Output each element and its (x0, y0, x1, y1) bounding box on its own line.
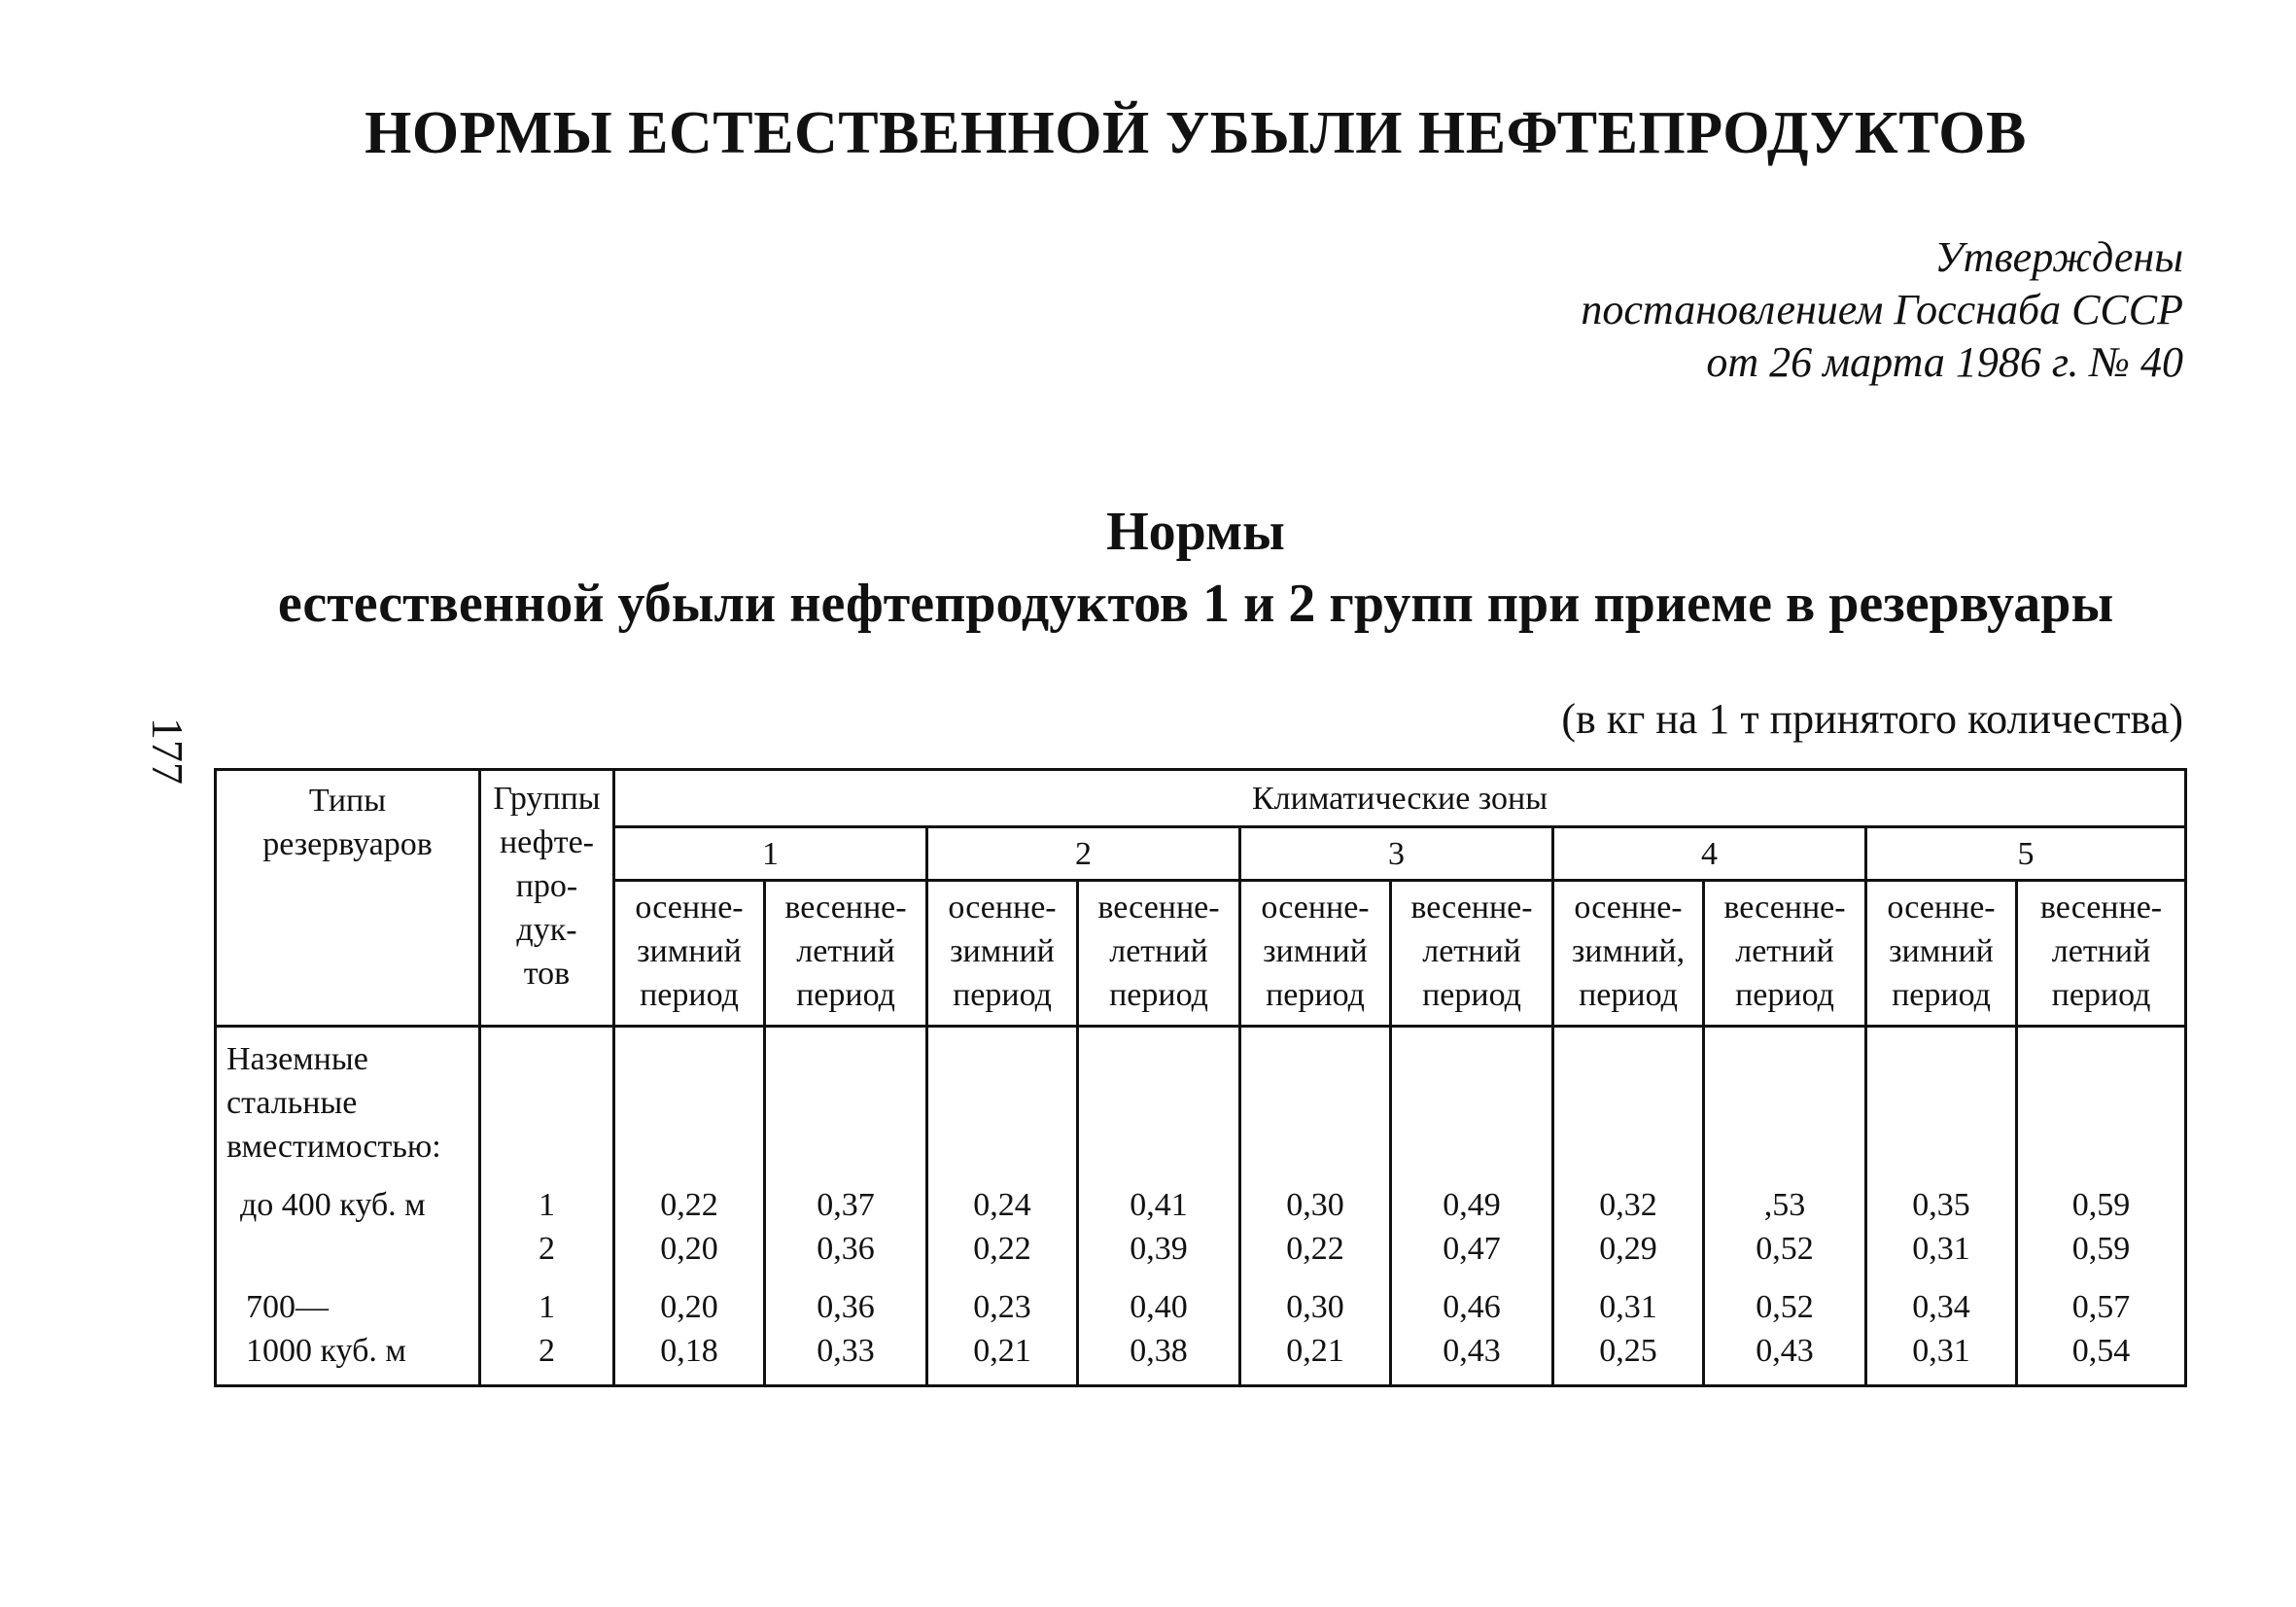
zone-number-cell: 2 (927, 827, 1240, 881)
norm-value: 0,18 (660, 1333, 718, 1369)
period-text: осенне- (948, 890, 1057, 926)
period-text: зимний (950, 933, 1055, 969)
norm-value: 0,30 (1286, 1187, 1344, 1223)
period-text: зимний (1889, 933, 1994, 969)
norm-value: 0,59 (2071, 1231, 2131, 1267)
period-text: летний (2051, 933, 2151, 969)
capacity-label: до 400 куб. м (240, 1187, 426, 1223)
norm-value: 0,31 (1912, 1333, 1970, 1369)
period-text: период (1892, 977, 1991, 1013)
period-header-cell (1078, 881, 1240, 1027)
document-title: НОРМЫ ЕСТЕСТВЕННОЙ УБЫЛИ НЕФТЕПРОДУКТОВ (365, 100, 2027, 166)
value-cell (1866, 1027, 2017, 1386)
norm-value: 0,25 (1599, 1333, 1657, 1369)
tank-type-text: стальные (226, 1085, 358, 1121)
period-header-cell (1553, 881, 1704, 1027)
value-cell (1391, 1027, 1553, 1386)
approval-line: Утверждены (1934, 233, 2183, 281)
value-cell (614, 1027, 765, 1386)
period-text: период (1579, 977, 1678, 1013)
period-header-cell (1391, 881, 1553, 1027)
norm-value: 0,24 (973, 1187, 1031, 1223)
approval-line: от 26 марта 1986 г. № 40 (1706, 338, 2183, 386)
value-cell (1078, 1027, 1240, 1386)
period-text: осенне- (635, 890, 744, 926)
period-text: период (953, 977, 1052, 1013)
period-text: зимний, (1571, 933, 1686, 969)
header-zones-cell: Климатические зоны (614, 770, 2186, 827)
period-text: летний (796, 933, 895, 969)
value-cell (2017, 1027, 2186, 1386)
period-header-cell (614, 881, 765, 1027)
period-text: осенне- (1261, 890, 1370, 926)
period-header-cell (1704, 881, 1866, 1027)
group-value: 1 (539, 1289, 555, 1325)
period-text: летний (1422, 933, 1521, 969)
period-text: период (1109, 977, 1208, 1013)
norm-value: 0,35 (1912, 1187, 1970, 1223)
norm-value: 0,47 (1443, 1231, 1501, 1267)
norm-value: 0,40 (1130, 1289, 1188, 1325)
period-text: весенне- (1097, 890, 1220, 926)
period-text: период (2051, 977, 2151, 1013)
product-group-cell (480, 1027, 614, 1386)
norm-value: 0,46 (1443, 1289, 1501, 1325)
header-text: резервуаров (262, 826, 433, 862)
period-text: зимний (1263, 933, 1368, 969)
norm-value: 0,59 (2071, 1187, 2131, 1223)
period-text: период (1422, 977, 1521, 1013)
norm-value: 0,38 (1130, 1333, 1188, 1369)
norm-value: 0,21 (1286, 1333, 1344, 1369)
norm-value: 0,52 (1756, 1289, 1814, 1325)
zone-number-cell: 1 (614, 827, 927, 881)
norm-value: ,53 (1763, 1187, 1806, 1223)
section-title-line: естественной убыли нефтепродуктов 1 и 2 групп при приеме в резервуары (277, 574, 2114, 634)
header-text: Типы (308, 783, 387, 819)
header-text: тов (523, 956, 571, 992)
norm-value: 0,36 (817, 1289, 875, 1325)
period-header-cell (765, 881, 927, 1027)
norm-value: 0,49 (1443, 1187, 1501, 1223)
value-cell (927, 1027, 1078, 1386)
period-header-cell (1240, 881, 1391, 1027)
period-text: зимний (637, 933, 742, 969)
period-header-cell (2017, 881, 2186, 1027)
period-text: период (640, 977, 739, 1013)
norm-value: 0,22 (660, 1187, 718, 1223)
period-text: летний (1735, 933, 1834, 969)
period-text: весенне- (2039, 890, 2163, 926)
units-note: (в кг на 1 т принятого количества) (1561, 695, 2183, 743)
capacity-label: 1000 куб. м (246, 1333, 406, 1369)
norms-table (214, 768, 2187, 1387)
capacity-label: 700— (246, 1289, 329, 1325)
norm-value: 0,31 (1912, 1231, 1970, 1267)
period-text: период (1735, 977, 1834, 1013)
tank-type-cell (216, 1027, 480, 1386)
page-number: 177 (143, 717, 192, 785)
zone-number-cell: 5 (1866, 827, 2186, 881)
group-value: 1 (539, 1187, 555, 1223)
approval-note (1581, 231, 2183, 389)
table-body-row (216, 1027, 2186, 1386)
period-header-cell (1866, 881, 2017, 1027)
period-header-cell (927, 881, 1078, 1027)
norm-value: 0,43 (1443, 1333, 1501, 1369)
section-title (0, 496, 2296, 640)
header-text: про- (515, 868, 578, 904)
header-group-cell (480, 770, 614, 1027)
approval-line: постановлением Госснаба СССР (1581, 286, 2183, 333)
norm-value: 0,21 (973, 1333, 1031, 1369)
value-cell (1553, 1027, 1704, 1386)
norm-value: 0,23 (973, 1289, 1031, 1325)
header-type-cell (216, 770, 480, 1027)
header-row (216, 770, 2186, 827)
norm-value: 0,39 (1130, 1231, 1188, 1267)
header-text: нефте- (499, 824, 594, 860)
zone-number-cell: 4 (1553, 827, 1866, 881)
value-cell (765, 1027, 927, 1386)
tank-type-text: Наземные (226, 1041, 368, 1077)
norm-value: 0,31 (1599, 1289, 1657, 1325)
tank-type-text: вместимостью: (226, 1129, 441, 1165)
period-text: весенне- (1723, 890, 1846, 926)
norm-value: 0,30 (1286, 1289, 1344, 1325)
norm-value: 0,29 (1599, 1231, 1657, 1267)
period-text: период (796, 977, 895, 1013)
norm-value: 0,22 (973, 1231, 1031, 1267)
value-cell (1704, 1027, 1866, 1386)
norm-value: 0,22 (1286, 1231, 1344, 1267)
period-text: период (1266, 977, 1365, 1013)
norm-value: 0,32 (1599, 1187, 1657, 1223)
norm-value: 0,43 (1756, 1333, 1814, 1369)
group-value: 2 (539, 1333, 555, 1369)
norm-value: 0,36 (817, 1231, 875, 1267)
norm-value: 0,54 (2071, 1333, 2131, 1369)
period-text: летний (1109, 933, 1208, 969)
norm-value: 0,57 (2071, 1289, 2131, 1325)
period-text: осенне- (1574, 890, 1683, 926)
norm-value: 0,20 (660, 1231, 718, 1267)
period-text: весенне- (1410, 890, 1533, 926)
section-title-line: Нормы (1106, 502, 1285, 562)
norm-value: 0,33 (817, 1333, 875, 1369)
zone-number-cell: 3 (1240, 827, 1553, 881)
period-text: весенне- (784, 890, 907, 926)
group-value: 2 (539, 1231, 555, 1267)
period-text: осенне- (1887, 890, 1996, 926)
norm-value: 0,37 (817, 1187, 875, 1223)
value-cell (1240, 1027, 1391, 1386)
norm-value: 0,41 (1130, 1187, 1188, 1223)
norm-value: 0,20 (660, 1289, 718, 1325)
header-text: Группы (493, 781, 601, 817)
header-text: дук- (516, 912, 577, 948)
norm-value: 0,34 (1912, 1289, 1970, 1325)
norm-value: 0,52 (1756, 1231, 1814, 1267)
